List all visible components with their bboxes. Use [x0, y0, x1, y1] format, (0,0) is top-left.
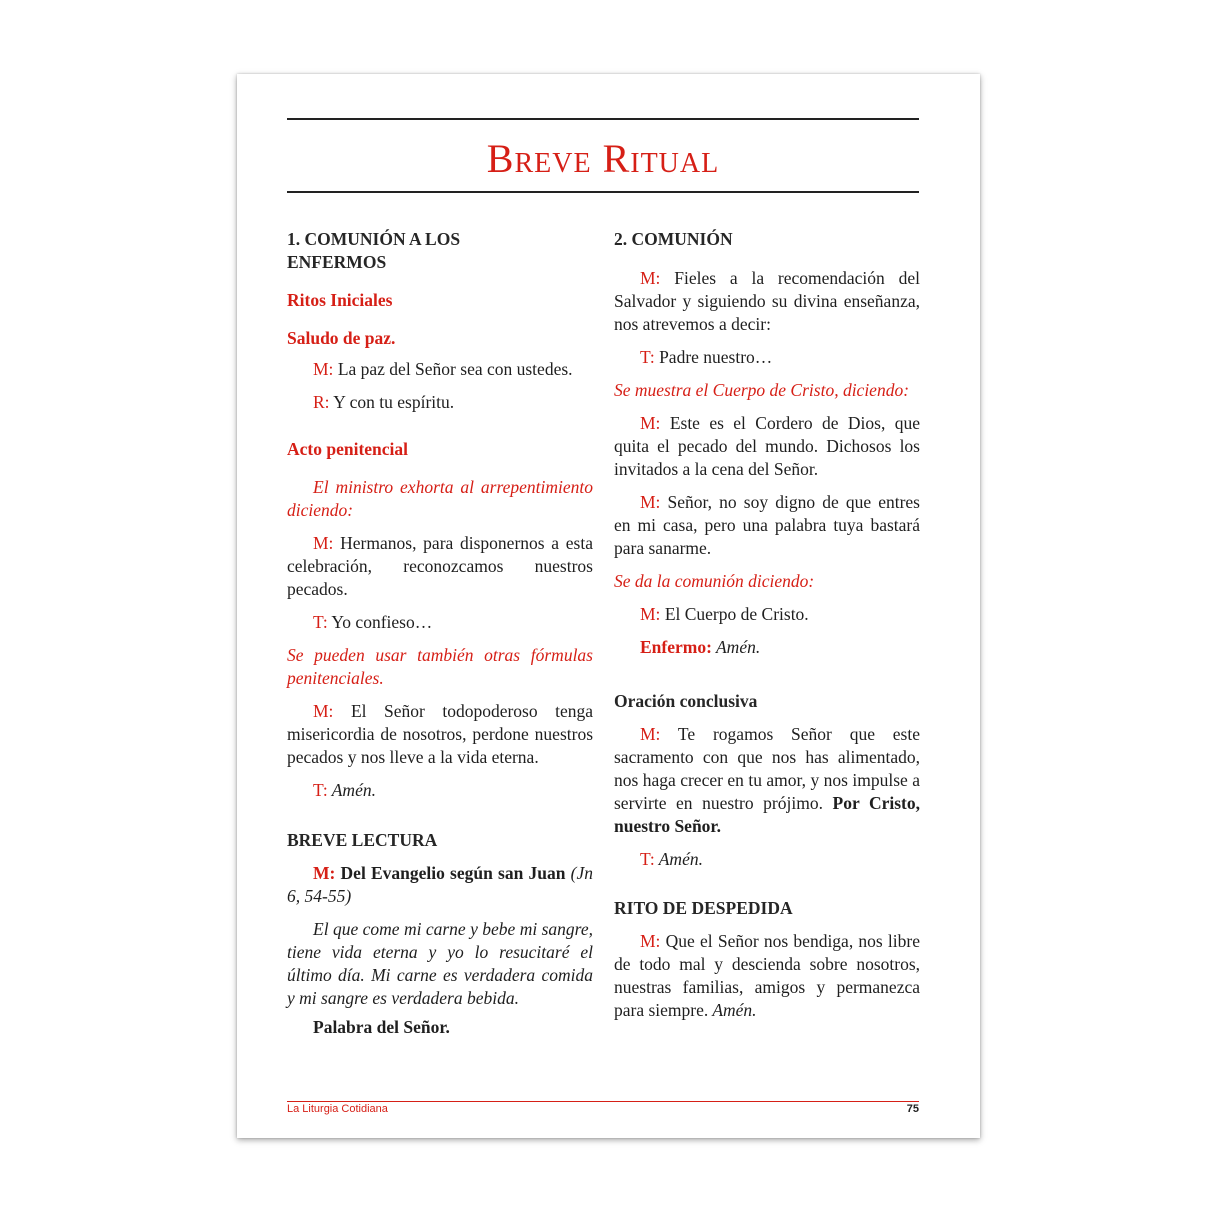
section-heading-oracion: Oración conclusiva — [614, 691, 758, 711]
section-heading-despedida: RITO DE DESPEDIDA — [614, 898, 793, 918]
section-heading-comunion: 2. COMUNIÓN — [614, 229, 733, 249]
page-title: Breve Ritual — [486, 136, 720, 181]
speaker-label: M: — [640, 724, 661, 744]
dialogue-m4: M: El Cuerpo de Cristo. — [640, 604, 809, 624]
dialogue-m4: M: Del Evangelio según san Juan (Jn 6, 54-55) — [287, 863, 593, 906]
dialogue-m2: M: Este es el Cordero de Dios, que quita el pecado del mundo. Dichosos los invitados a la cena del Señor. — [614, 413, 920, 479]
subheading-ritos-iniciales: Ritos Iniciales — [287, 290, 393, 310]
rubric-exhorta: El ministro exhorta al arrepentimiento diciendo: — [287, 477, 593, 520]
speaker-label: M: — [640, 413, 661, 433]
dialogue-enfermo: Enfermo: Amén. — [640, 637, 761, 657]
speaker-label: R: — [313, 392, 330, 412]
speaker-label: M: — [313, 533, 334, 553]
dialogue-m6: M: Que el Señor nos bendiga, nos libre de todo mal y descienda sobre nosotros, nuestras familias, amigos y permanezca para siempre. Amén. — [614, 931, 920, 1020]
dialogue-m2: M: Hermanos, para disponernos a esta celebración, reconozcamos nuestros pecados. — [287, 533, 593, 599]
speaker-label: Enfermo: — [640, 637, 712, 657]
dialogue-t2: T: Amén. — [640, 849, 703, 869]
speaker-label: M: — [313, 863, 336, 883]
rubric-formulas: Se pueden usar también otras fórmulas penitenciales. — [287, 645, 593, 688]
rubric-cuerpo: Se muestra el Cuerpo de Cristo, diciendo: — [614, 380, 910, 400]
speaker-label: M: — [640, 604, 661, 624]
dialogue-m1: M: La paz del Señor sea con ustedes. — [313, 359, 573, 379]
dialogue-m1: M: Fieles a la recomendación del Salvador y siguiendo su divina enseñanza, nos atrevemos a decir: — [614, 268, 920, 334]
speaker-label: T: — [640, 347, 655, 367]
speaker-label: M: — [313, 701, 334, 721]
gospel-text: El que come mi carne y bebe mi sangre, tiene vida eterna y yo lo resucitaré el último día. Mi carne es verdadera comida y mi sangre es verdadera bebida. — [287, 919, 593, 1008]
subheading-saludo: Saludo de paz. — [287, 328, 396, 348]
bottom-rule — [287, 191, 919, 193]
dialogue-t2: T: Amén. — [313, 780, 376, 800]
dialogue-m3: M: El Señor todopoderoso tenga misericordia de nosotros, perdone nuestros pecados y nos lleve a la vida eterna. — [287, 701, 593, 767]
section-heading-comunion-enfermos: 1. COMUNIÓN A LOS ENFERMOS — [287, 229, 461, 272]
top-rule — [287, 118, 919, 120]
dialogue-m5: M: Te rogamos Señor que este sacramento con que nos has alimentado, nos haga crecer en tu amor, y nos impulse a servirte en nuestro prójimo. Por Cristo, nuestro Señor. — [614, 724, 920, 836]
right-column — [614, 228, 920, 1022]
dialogue-m3: M: Señor, no soy digno de que entres en mi casa, pero una palabra tuya bastará para sanarme. — [614, 492, 920, 558]
speaker-label: T: — [640, 849, 655, 869]
speaker-label: M: — [640, 268, 661, 288]
palabra-del-senor: Palabra del Señor. — [313, 1017, 450, 1037]
speaker-label: T: — [313, 612, 328, 632]
footer-rule — [287, 1101, 919, 1102]
speaker-label: T: — [313, 780, 328, 800]
footer-publication: La Liturgia Cotidiana — [287, 1103, 388, 1115]
speaker-label: M: — [640, 492, 661, 512]
dialogue-t1: T: Yo confieso… — [313, 612, 433, 632]
page-number: 75 — [906, 1103, 919, 1115]
dialogue-t1: T: Padre nuestro… — [640, 347, 773, 367]
speaker-label: M: — [640, 931, 661, 951]
left-column — [287, 228, 593, 1039]
section-heading-breve-lectura: BREVE LECTURA — [287, 830, 438, 850]
dialogue-r1: R: Y con tu espíritu. — [313, 392, 455, 412]
rubric-comunion: Se da la comunión diciendo: — [614, 571, 815, 591]
subheading-acto-penitencial: Acto penitencial — [287, 439, 409, 459]
speaker-label: M: — [313, 359, 334, 379]
document-page — [237, 74, 980, 1138]
